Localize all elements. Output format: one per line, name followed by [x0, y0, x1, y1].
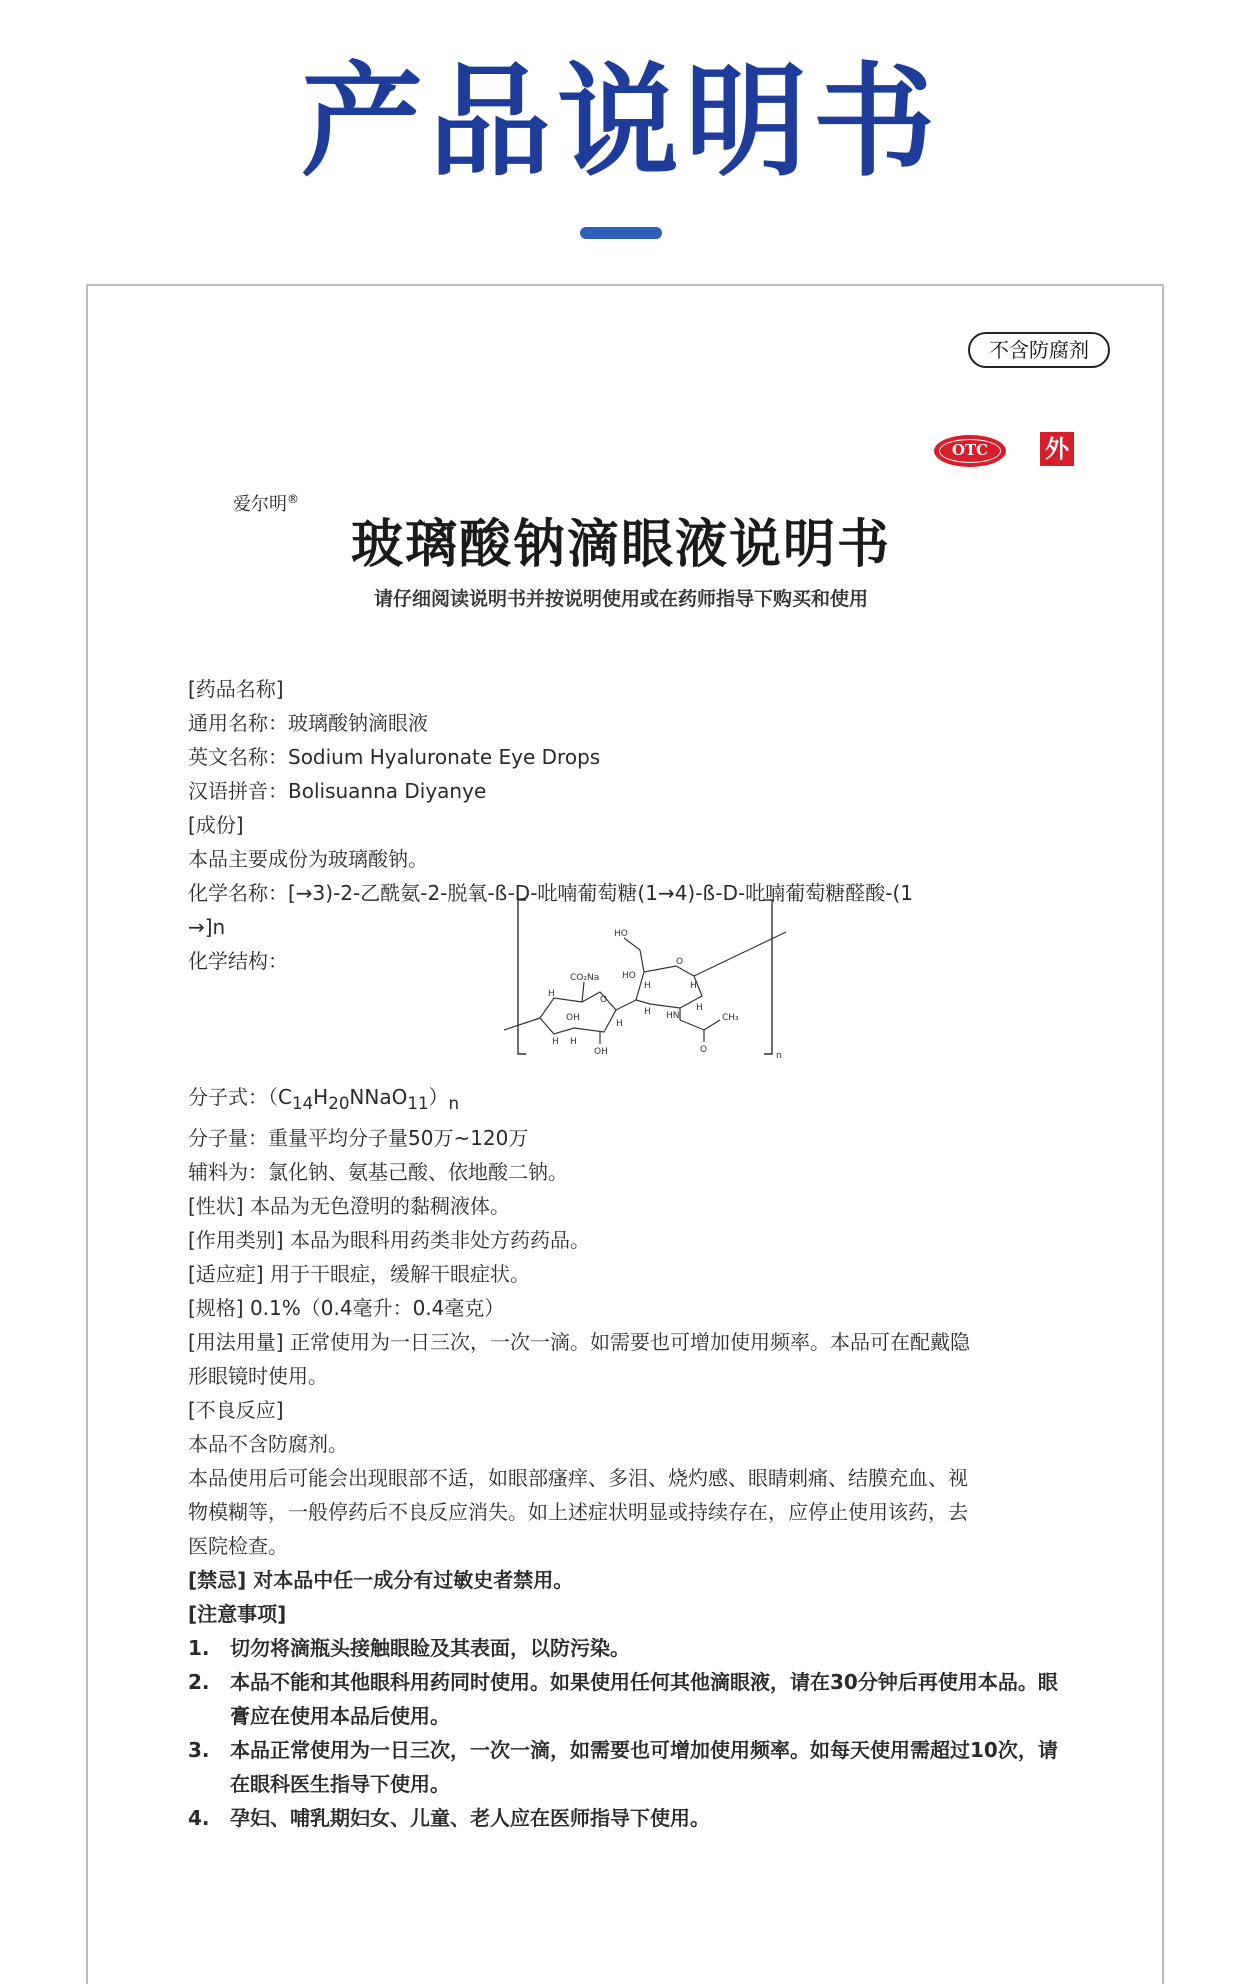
- precaution-number: 3.: [188, 1738, 210, 1762]
- label-o-ring2: O: [676, 957, 684, 967]
- precaution-text: 本品不能和其他眼科用药同时使用。如果使用任何其他滴眼液，请在30分钟后再使用本品。眼膏应在使用本品后使用。: [230, 1670, 1058, 1728]
- page-title: 产品说明书: [301, 51, 941, 193]
- label-hn: HN: [666, 1011, 680, 1021]
- indication: [适应症] 用于干眼症，缓解干眼症状。: [188, 1262, 530, 1286]
- registered-mark: ®: [287, 492, 299, 506]
- dosage-line-1: [用法用量] 正常使用为一日三次，一次一滴。如需要也可增加使用频率。本品可在配戴隐: [188, 1330, 970, 1354]
- label-h-c: H: [644, 1007, 651, 1017]
- chemical-name-line-1: 化学名称：[→3)-2-乙酰氨-2-脱氧-ß-D-吡喃葡萄糖(1→4)-ß-D-吡喃葡萄糖醛酸-(1: [188, 881, 913, 905]
- document-body: [188, 672, 1068, 1835]
- dosage-line-2: 形眼镜时使用。: [188, 1364, 328, 1388]
- label-ho-top: HO: [614, 929, 628, 939]
- precaution-item: [188, 1665, 1068, 1733]
- composition-heading: [成份]: [188, 813, 244, 837]
- title-underline: [580, 227, 662, 239]
- excipients: 辅料为：氯化钠、氨基己酸、依地酸二钠。: [188, 1160, 568, 1184]
- molecular-weight: 分子量：重量平均分子量50万~120万: [188, 1126, 529, 1150]
- precaution-item: [188, 1801, 1068, 1835]
- adverse-line-1: 本品不含防腐剂。: [188, 1432, 348, 1456]
- no-preservative-badge: 不含防腐剂: [968, 332, 1110, 368]
- category: [作用类别] 本品为眼科用药类非处方药药品。: [188, 1228, 590, 1252]
- label-co2na: CO₂Na: [570, 973, 600, 983]
- precautions-heading: [注意事项]: [188, 1602, 287, 1626]
- external-use-badge: 外: [1040, 432, 1074, 466]
- pinyin-name: 汉语拼音：Bolisuanna Diyanye: [188, 779, 487, 803]
- otc-badge-label: OTC: [939, 439, 1001, 463]
- precaution-number: 2.: [188, 1670, 210, 1694]
- label-h-g: H: [552, 1037, 559, 1047]
- drug-name-heading: [药品名称]: [188, 677, 284, 701]
- chemical-structure-block: [188, 929, 1068, 1080]
- structure-label: 化学结构：: [188, 949, 288, 973]
- document-title: 玻璃酸钠滴眼液说明书: [350, 515, 891, 575]
- label-oh-mid: OH: [566, 1013, 580, 1023]
- otc-badge: [934, 435, 1006, 467]
- label-oh-bottom: OH: [594, 1047, 608, 1057]
- brand-name: 爱尔明: [233, 494, 287, 515]
- english-name: 英文名称：Sodium Hyaluronate Eye Drops: [188, 745, 601, 769]
- label-h-e: H: [548, 989, 555, 999]
- chemical-name-line-2: →]n: [188, 915, 226, 939]
- left-bracket: [518, 900, 526, 1054]
- adverse-heading: [不良反应]: [188, 1398, 284, 1422]
- specification: [规格] 0.1%（0.4毫升：0.4毫克）: [188, 1296, 505, 1320]
- contraindication: [禁忌] 对本品中任一成分有过敏史者禁用。: [188, 1568, 574, 1592]
- precaution-text: 孕妇、哺乳期妇女、儿童、老人应在医师指导下使用。: [230, 1806, 710, 1830]
- precaution-item: [188, 1631, 1068, 1665]
- chemical-structure-diagram: [504, 892, 804, 1062]
- generic-name: 通用名称：玻璃酸钠滴眼液: [188, 711, 428, 735]
- label-n-sub: n: [776, 1051, 782, 1061]
- main-ingredient: 本品主要成份为玻璃酸钠。: [188, 847, 428, 871]
- precaution-number: 1.: [188, 1636, 210, 1660]
- adverse-line-2: 本品使用后可能会出现眼部不适，如眼部瘙痒、多泪、烧灼感、眼睛刺痛、结膜充血、视: [188, 1466, 968, 1490]
- right-bracket: [764, 900, 772, 1054]
- label-h-a: H: [644, 981, 651, 991]
- label-o-ring1: O: [600, 995, 608, 1005]
- precaution-text: 切勿将滴瓶头接触眼睑及其表面，以防污染。: [230, 1636, 630, 1660]
- properties: [性状] 本品为无色澄明的黏稠液体。: [188, 1194, 510, 1218]
- label-ho-ring2: HO: [622, 971, 636, 981]
- label-h-b: H: [690, 981, 697, 991]
- precaution-item: [188, 1733, 1068, 1801]
- molecular-formula: 分子式：$(C_{14}H_{20}NNaO_{11})_n$: [188, 1085, 460, 1113]
- label-ch3: CH₃: [722, 1013, 739, 1023]
- label-o-carbonyl: O: [700, 1045, 708, 1055]
- precaution-number: 4.: [188, 1806, 210, 1830]
- document-subtitle: 请仔细阅读说明书并按说明使用或在药师指导下购买和使用: [373, 588, 868, 610]
- adverse-line-4: 医院检查。: [188, 1534, 288, 1558]
- label-h-f: H: [616, 1019, 623, 1029]
- label-h-h: H: [570, 1037, 577, 1047]
- label-h-d: H: [696, 1003, 703, 1013]
- precaution-text: 本品正常使用为一日三次，一次一滴，如需要也可增加使用频率。如每天使用需超过10次，请在眼科医生指导下使用。: [230, 1738, 1058, 1796]
- adverse-line-3: 物模糊等，一般停药后不良反应消失。如上述症状明显或持续存在，应停止使用该药，去: [188, 1500, 968, 1524]
